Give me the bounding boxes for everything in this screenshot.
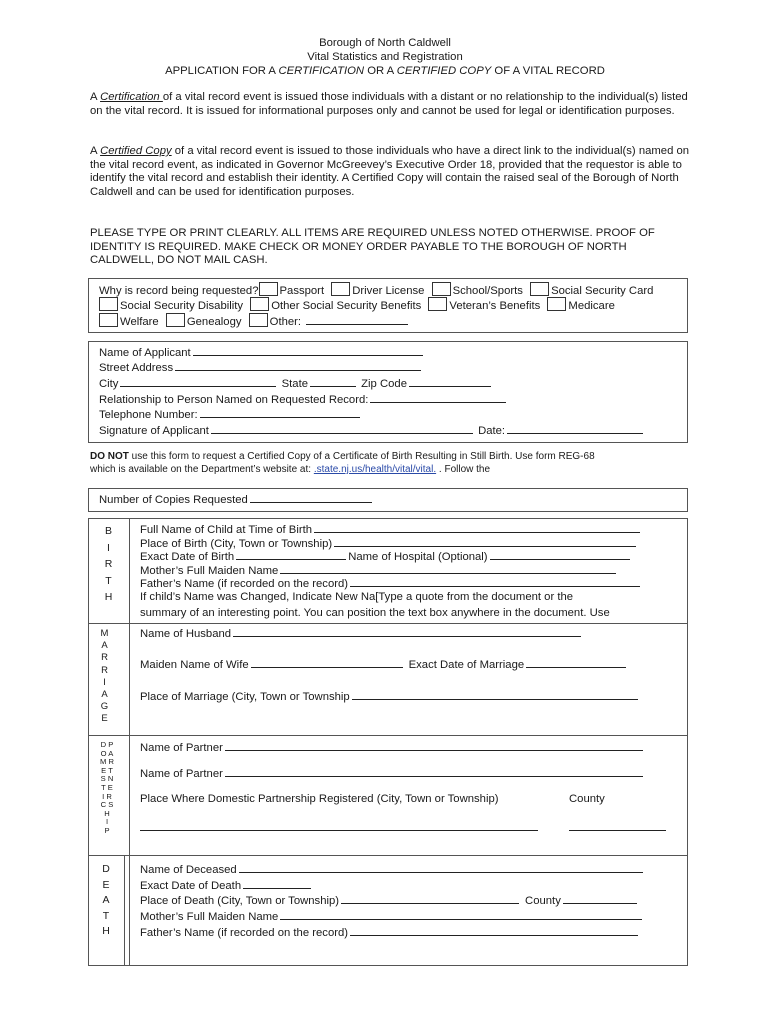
death-place-field[interactable] <box>341 893 519 904</box>
wife-label: Maiden Name of Wife <box>140 659 249 671</box>
deceased-name-label: Name of Deceased <box>140 864 237 876</box>
instructions-paragraph: PLEASE TYPE OR PRINT CLEARLY. ALL ITEMS ARE REQUIRED UNLESS NOTED OTHERWISE. PROOF OF IDENTITY IS REQUIRED. MAKE CHECK OR MONEY ORDER PAYABLE TO THE BOROUGH OF NORTH CALDWELL, DO NOT MAIL CASH. <box>90 227 655 267</box>
marriage-place-row <box>140 689 640 706</box>
applicant-name-label: Name of Applicant <box>99 347 191 359</box>
other-ss-benefits-checkbox[interactable] <box>250 297 269 311</box>
deceased-name-row <box>140 862 645 879</box>
passport-label: Passport <box>279 285 325 297</box>
death-father-label: Father’s Name (if recorded on the record) <box>140 926 349 939</box>
relationship-label: Relationship to Person Named on Requested Record: <box>99 394 369 406</box>
welfare-checkbox[interactable] <box>99 313 118 327</box>
other-reason-checkbox[interactable] <box>249 313 268 327</box>
records-table-divider <box>129 518 130 966</box>
passport-checkbox[interactable] <box>259 282 278 296</box>
date-field[interactable] <box>507 423 643 434</box>
partnership-county-label: County <box>569 793 605 805</box>
copies-label: Number of Copies Requested <box>99 494 248 506</box>
death-date-field[interactable] <box>243 878 311 889</box>
death-date-row <box>140 878 313 895</box>
birth-father-label: Father’s Name (if recorded on the record) <box>140 578 349 590</box>
still-birth-note: DO NOT use this form to request a Certified Copy of a Certificate of Birth Resulting in Still Birth. Use form REG-68 <box>90 451 595 462</box>
certification-paragraph: A Certification of a vital record event is issued those individuals with a distant or no relationship to the individual(s) listed on the vital record. It is issued for informational purposes only and cannot be used for legal or identification purposes. <box>90 91 688 117</box>
name-changed-row-2: summary of an interesting point. You can position the text box anywhere in the document. Use <box>140 607 610 619</box>
city-field[interactable] <box>120 376 276 387</box>
phone-label: Telephone Number: <box>99 409 198 421</box>
partner2-row <box>140 766 645 783</box>
hospital-label: Name of Hospital (Optional) <box>348 551 488 563</box>
death-place-row <box>140 893 639 910</box>
reasons-row-3 <box>99 313 410 331</box>
child-name-field[interactable] <box>314 522 640 533</box>
medicare-checkbox[interactable] <box>547 297 566 311</box>
partnership-place-field[interactable] <box>140 830 538 831</box>
certified-copy-paragraph: A Certified Copy of a vital record event is issued to those individuals who have a direct link to the individual(s) named on the vital record event, as indicated in Governor McGreevey’s Executive Order 18, provided that the requestor is able to identify the vital record and establish their identity. A Certified Copy will contain the raised seal of the Borough of North Caldwell and can be used for identification purposes. <box>90 145 690 199</box>
form-title: APPLICATION FOR A CERTIFICATION OR A CERTIFIED COPY OF A VITAL RECORD <box>165 65 605 77</box>
wife-row <box>140 657 628 674</box>
birth-place-label: Place of Birth (City, Town or Township) <box>140 537 333 550</box>
name-changed-row: If child’s Name was Changed, Indicate New Na[Type a quote from the document or the <box>140 591 574 603</box>
other-ss-benefits-label: Other Social Security Benefits <box>271 300 422 312</box>
applicant-name-field[interactable] <box>193 345 423 356</box>
relationship-field[interactable] <box>370 392 506 403</box>
department-website-link[interactable]: .state.nj.us/health/vital/vital. <box>313 464 437 475</box>
partner1-row <box>140 740 645 757</box>
wife-field[interactable] <box>251 657 403 668</box>
genealogy-checkbox[interactable] <box>166 313 185 327</box>
street-field[interactable] <box>175 360 421 371</box>
birth-marriage-divider <box>88 623 688 624</box>
copies-field[interactable] <box>250 492 372 503</box>
birth-side-label: B I R T H <box>104 525 113 603</box>
driver-license-checkbox[interactable] <box>331 282 350 296</box>
death-county-label: County <box>525 895 561 907</box>
hospital-field[interactable] <box>490 549 630 560</box>
partnership-side-label: D P O A M R E T S N T E I R C S H I P <box>100 740 114 835</box>
school-sports-checkbox[interactable] <box>432 282 451 296</box>
marriage-partnership-divider <box>88 735 688 736</box>
veterans-benefits-label: Veteran’s Benefits <box>449 300 541 312</box>
marriage-place-label: Place of Marriage (City, Town or Township <box>140 691 350 703</box>
death-county-field[interactable] <box>563 893 637 904</box>
zip-label: Zip Code <box>361 378 407 390</box>
school-sports-label: School/Sports <box>452 285 523 297</box>
death-mother-field[interactable] <box>280 909 642 920</box>
driver-license-label: Driver License <box>352 285 425 297</box>
city-row <box>99 376 493 393</box>
partner2-field[interactable] <box>225 766 643 777</box>
phone-row <box>99 407 362 424</box>
marriage-side-label: M A R R I A G E <box>100 628 109 725</box>
social-security-card-label: Social Security Card <box>551 285 654 297</box>
social-security-card-checkbox[interactable] <box>530 282 549 296</box>
signature-row <box>99 423 645 440</box>
partnership-death-divider <box>88 855 688 856</box>
deceased-name-field[interactable] <box>239 862 643 873</box>
street-row <box>99 360 423 377</box>
partner1-field[interactable] <box>225 740 643 751</box>
death-side-divider <box>124 855 125 966</box>
other-reason-field[interactable] <box>306 314 408 325</box>
death-father-field[interactable] <box>350 925 638 936</box>
death-father-row <box>140 925 640 942</box>
copies-row <box>99 492 374 509</box>
birth-date-label: Exact Date of Birth <box>140 551 235 563</box>
borough-title: Borough of North Caldwell <box>319 37 451 49</box>
reasons-row-2 <box>99 297 615 315</box>
date-label: Date: <box>478 425 506 437</box>
street-label: Street Address <box>99 362 174 374</box>
city-label: City <box>99 378 119 390</box>
partner2-label: Name of Partner <box>140 768 223 780</box>
veterans-benefits-checkbox[interactable] <box>428 297 447 311</box>
marriage-date-label: Exact Date of Marriage <box>408 659 525 671</box>
partner1-label: Name of Partner <box>140 742 223 754</box>
birth-date-field[interactable] <box>236 549 346 560</box>
death-mother-label: Mother’s Full Maiden Name <box>140 910 279 923</box>
phone-field[interactable] <box>200 407 360 418</box>
website-note: which is available on the Department’s website at: .state.nj.us/health/vital/vital. . Follow the <box>90 464 491 475</box>
reason-question: Why is record being requested? <box>99 285 259 297</box>
death-side-label: D E A T H <box>102 863 110 937</box>
birth-mother-label: Mother’s Full Maiden Name <box>140 564 279 577</box>
signature-label: Signature of Applicant <box>99 425 209 437</box>
state-field[interactable] <box>310 376 356 387</box>
ss-disability-checkbox[interactable] <box>99 297 118 311</box>
state-label: State <box>281 378 308 390</box>
husband-label: Name of Husband <box>140 628 232 640</box>
partnership-county-field[interactable] <box>569 830 666 831</box>
partnership-place-label: Place Where Domestic Partnership Registered (City, Town or Township) <box>140 793 499 805</box>
death-date-label: Exact Date of Death <box>140 879 242 892</box>
child-name-label: Full Name of Child at Time of Birth <box>140 524 313 536</box>
marriage-date-field[interactable] <box>526 657 626 668</box>
other-reason-label: Other: <box>269 316 302 328</box>
husband-field[interactable] <box>233 626 581 637</box>
genealogy-label: Genealogy <box>186 316 242 328</box>
department-title: Vital Statistics and Registration <box>307 51 463 63</box>
marriage-place-field[interactable] <box>352 689 638 700</box>
zip-field[interactable] <box>409 376 491 387</box>
death-mother-row <box>140 909 644 926</box>
signature-field[interactable] <box>211 423 473 434</box>
death-place-label: Place of Death (City, Town or Township) <box>140 895 340 907</box>
welfare-label: Welfare <box>120 316 159 328</box>
medicare-label: Medicare <box>568 300 615 312</box>
birth-place-field[interactable] <box>334 536 636 547</box>
ss-disability-label: Social Security Disability <box>120 300 244 312</box>
husband-row <box>140 626 583 643</box>
birth-father-field[interactable] <box>350 576 640 587</box>
birth-mother-field[interactable] <box>280 563 616 574</box>
